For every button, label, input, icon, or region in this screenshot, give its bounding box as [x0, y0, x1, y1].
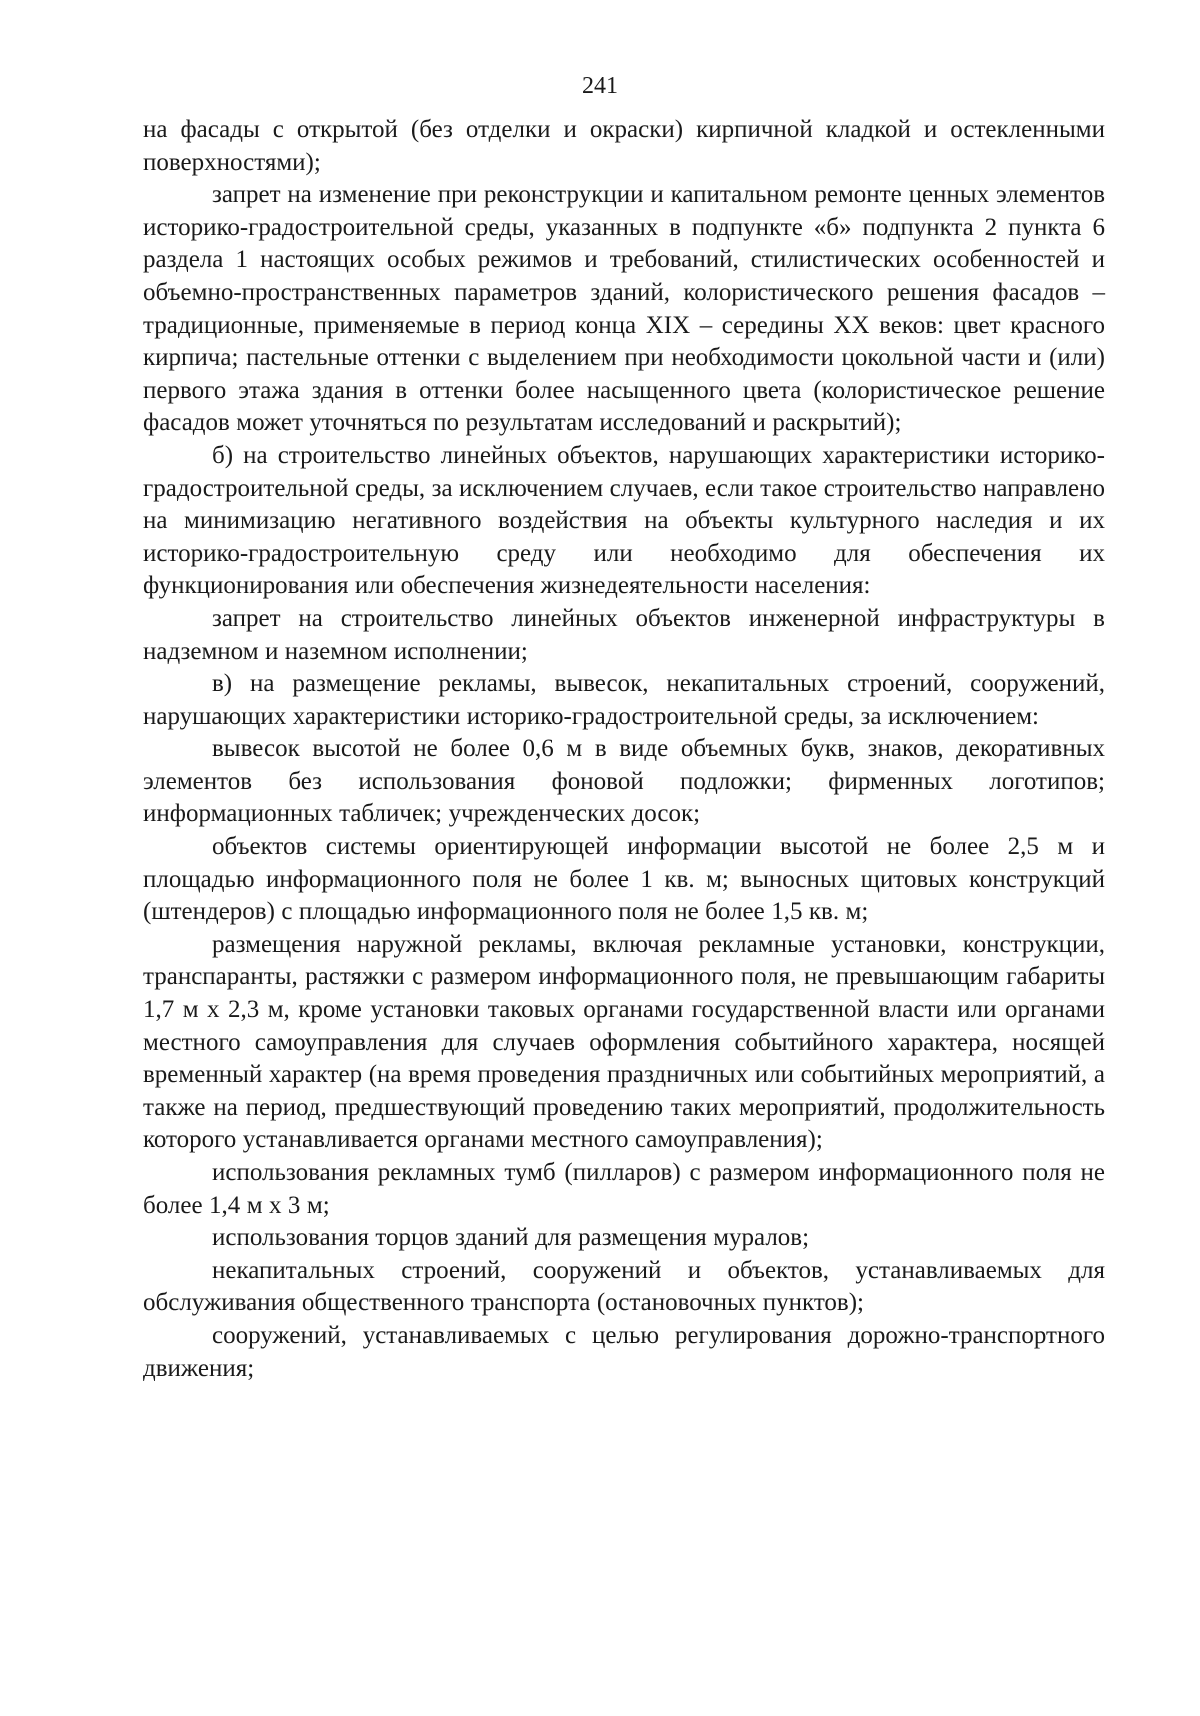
paragraph: использования торцов зданий для размещения муралов; — [212, 1224, 810, 1252]
paragraph: вывесок высотой не более 0,6 м в виде объемных букв, знаков, декоративных элементов без использования фоновой подложки; фирменных логотипов; информационных табличек; учрежденческих досок; — [143, 735, 1105, 828]
paragraph: некапитальных строений, сооружений и объектов, устанавливаемых для обслуживания общественного транспорта (остановочных пунктов); — [143, 1256, 1105, 1317]
page-number: 241 — [582, 73, 618, 99]
paragraph: размещения наружной рекламы, включая рекламные установки, конструкции, транспаранты, растяжки с размером информационного поля, не превышающим габариты 1,7 м x 2,3 м, кроме установки таковых органами государственной власти или органами местного самоуправления для случаев оформления событийного характера, носящей временный характер (на время проведения праздничных или событийных мероприятий, а также на период, предшествующий проведению таких мероприятий, продолжительность которого устанавливается органами местного самоуправления); — [143, 930, 1105, 1154]
paragraph: запрет на строительство линейных объектов инженерной инфраструктуры в надземном и наземном исполнении; — [143, 604, 1105, 665]
paragraph: использования рекламных тумб (пилларов) с размером информационного поля не более 1,4 м x 3 м; — [143, 1159, 1105, 1219]
paragraph: на фасады с открытой (без отделки и окраски) кирпичной кладкой и остекленными поверхностями); — [143, 116, 1105, 176]
paragraph: в) на размещение рекламы, вывесок, некапитальных строений, сооружений, нарушающих характеристики историко-градостроительной среды, за исключением: — [143, 670, 1105, 730]
paragraph: б) на строительство линейных объектов, нарушающих характеристики историко-градостроительной среды, за исключением случаев, если такое строительство направлено на минимизацию негативного воздействия на объекты культурного наследия и их историко-градостроительную среду или необходимо для обеспечения их функционирования или обеспечения жизнедеятельности населения: — [143, 441, 1105, 600]
paragraph: сооружений, устанавливаемых с целью регулирования дорожно-транспортного движения; — [143, 1321, 1105, 1382]
document-body — [143, 114, 1105, 1385]
paragraph: объектов системы ориентирующей информации высотой не более 2,5 м и площадью информационного поля не более 1 кв. м; выносных щитовых конструкций (штендеров) с площадью информационного поля не более 1,5 кв. м; — [143, 833, 1105, 926]
paragraph: запрет на изменение при реконструкции и капитальном ремонте ценных элементов историко-градостроительной среды, указанных в подпункте «б» подпункта 2 пункта 6 раздела 1 настоящих особых режимов и требований, стилистических особенностей и объемно-пространственных параметров зданий, колористического решения фасадов – традиционные, применяемые в период конца XIX – середины XX веков: цвет красного кирпича; пастельные оттенки с выделением при необходимости цокольной части и (или) первого этажа здания в оттенки более насыщенного цвета (колористическое решение фасадов может уточняться по результатам исследований и раскрытий); — [143, 181, 1105, 437]
